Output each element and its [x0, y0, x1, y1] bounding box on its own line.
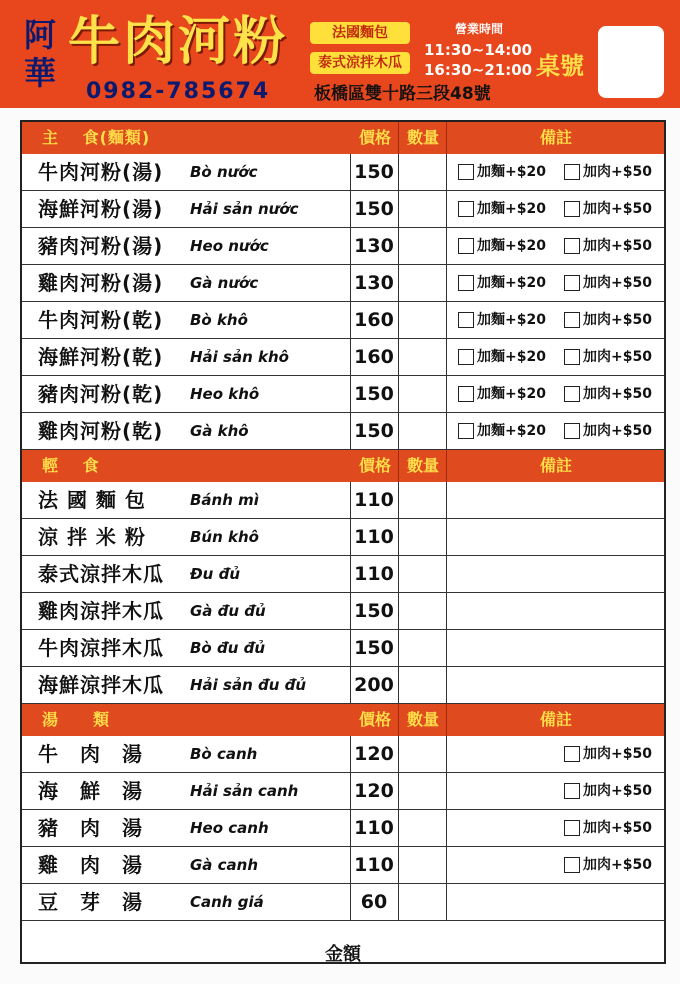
column-divider — [350, 339, 351, 375]
menu-item-row — [22, 519, 664, 556]
item-name-zh: 牛 肉 湯 — [38, 742, 143, 766]
addon-option[interactable] — [564, 346, 652, 368]
column-divider — [398, 482, 399, 518]
addon-option[interactable] — [564, 743, 652, 765]
price-column-header: 價格 — [358, 128, 391, 147]
item-name-vi: Bò nước — [190, 163, 258, 181]
quantity-cell[interactable] — [400, 154, 446, 190]
item-name-vi: Bò đu đủ — [190, 639, 266, 657]
addon-label: 加肉+$50 — [583, 238, 652, 254]
menu-item-row — [22, 228, 664, 265]
item-name-vi: Canh giá — [190, 893, 264, 911]
item-price: 130 — [354, 235, 394, 257]
section-header — [22, 704, 664, 736]
column-divider — [350, 773, 351, 809]
menu-item-row — [22, 413, 664, 450]
item-name-zh: 海鮮河粉(湯) — [38, 197, 164, 221]
addon-checkbox[interactable] — [458, 201, 474, 217]
item-name-vi: Gà khô — [190, 422, 249, 440]
column-divider — [446, 556, 447, 592]
column-divider — [350, 847, 351, 883]
item-name-zh: 豬肉河粉(湯) — [38, 234, 164, 258]
addon-checkbox[interactable] — [458, 238, 474, 254]
addon-checkbox[interactable] — [458, 275, 474, 291]
item-name-vi: Hải sản khô — [190, 348, 289, 366]
addon-checkbox[interactable] — [458, 349, 474, 365]
addon-label: 加麵+$20 — [477, 386, 546, 402]
addon-option[interactable] — [458, 346, 546, 368]
menu-item-row — [22, 376, 664, 413]
section-title: 主 食(麵類) — [42, 128, 151, 147]
column-divider — [398, 884, 399, 920]
addon-option[interactable] — [458, 235, 546, 257]
addon-label: 加麵+$20 — [477, 312, 546, 328]
column-divider — [446, 810, 447, 846]
item-name-vi: Bò canh — [190, 745, 258, 763]
column-divider — [350, 191, 351, 227]
menu-table — [20, 120, 666, 964]
menu-item-row — [22, 810, 664, 847]
addon-checkbox[interactable] — [458, 164, 474, 180]
note-column-header: 備註 — [539, 710, 572, 729]
column-divider — [350, 736, 351, 772]
addon-option[interactable] — [564, 854, 652, 876]
menu-item-row — [22, 191, 664, 228]
column-divider — [446, 593, 447, 629]
column-divider — [398, 191, 399, 227]
item-name-zh: 海 鮮 湯 — [38, 779, 143, 803]
menu-item-row — [22, 884, 664, 921]
column-divider — [398, 810, 399, 846]
item-price: 110 — [354, 817, 394, 839]
quantity-cell[interactable] — [400, 302, 446, 338]
total-amount-row[interactable]: 金額 — [325, 944, 361, 965]
quantity-cell[interactable] — [400, 339, 446, 375]
column-divider — [446, 884, 447, 920]
item-price: 110 — [354, 526, 394, 548]
item-name-zh: 牛肉涼拌木瓜 — [38, 636, 164, 660]
addon-option[interactable] — [458, 309, 546, 331]
menu-item-row — [22, 593, 664, 630]
column-divider — [446, 450, 447, 482]
column-divider — [446, 736, 447, 772]
addon-label: 加肉+$50 — [583, 201, 652, 217]
badge-french-bread: 法國麵包 — [310, 22, 410, 44]
item-name-zh: 泰式涼拌木瓜 — [38, 562, 164, 586]
quantity-cell[interactable] — [400, 667, 446, 703]
addon-checkbox[interactable] — [564, 386, 580, 402]
addon-option[interactable] — [564, 420, 652, 442]
menu-item-row — [22, 339, 664, 376]
item-name-vi: Heo canh — [190, 819, 269, 837]
quantity-cell[interactable] — [400, 413, 446, 449]
column-divider — [398, 122, 399, 154]
item-name-zh: 牛肉河粉(乾) — [38, 308, 164, 332]
addon-checkbox[interactable] — [564, 783, 580, 799]
item-name-vi: Gà canh — [190, 856, 259, 874]
table-number-box[interactable] — [598, 26, 664, 98]
item-name-vi: Heo nước — [190, 237, 269, 255]
item-price: 150 — [354, 420, 394, 442]
addon-label: 加肉+$50 — [583, 164, 652, 180]
quantity-cell[interactable] — [400, 519, 446, 555]
item-price: 150 — [354, 198, 394, 220]
column-divider — [446, 773, 447, 809]
addon-option[interactable] — [458, 198, 546, 220]
addon-label: 加麵+$20 — [477, 423, 546, 439]
note-column-header: 備註 — [539, 456, 572, 475]
column-divider — [350, 519, 351, 555]
item-price: 150 — [354, 600, 394, 622]
addon-label: 加麵+$20 — [477, 164, 546, 180]
item-price: 110 — [354, 854, 394, 876]
column-divider — [350, 376, 351, 412]
addon-option[interactable] — [564, 161, 652, 183]
item-name-vi: Bánh mì — [190, 491, 259, 509]
addon-option[interactable] — [564, 817, 652, 839]
addon-checkbox[interactable] — [564, 349, 580, 365]
column-divider — [446, 847, 447, 883]
item-name-zh: 海鮮河粉(乾) — [38, 345, 164, 369]
menu-item-row — [22, 773, 664, 810]
item-name-vi: Bún khô — [190, 528, 259, 546]
column-divider — [446, 154, 447, 190]
column-divider — [350, 228, 351, 264]
note-column-header: 備註 — [539, 128, 572, 147]
column-divider — [446, 667, 447, 703]
column-divider — [398, 228, 399, 264]
addon-option[interactable] — [458, 420, 546, 442]
address: 板橋區雙十路三段48號 — [314, 84, 491, 104]
menu-item-row — [22, 482, 664, 519]
column-divider — [350, 413, 351, 449]
addon-label: 加肉+$50 — [583, 312, 652, 328]
section-title: 湯 類 — [42, 710, 111, 729]
quantity-column-header: 數量 — [406, 128, 439, 147]
column-divider — [446, 482, 447, 518]
quantity-cell[interactable] — [400, 556, 446, 592]
item-price: 120 — [354, 780, 394, 802]
item-price: 160 — [354, 309, 394, 331]
menu-item-row — [22, 302, 664, 339]
column-divider — [398, 302, 399, 338]
addon-label: 加肉+$50 — [583, 275, 652, 291]
column-divider — [350, 810, 351, 846]
addon-option[interactable] — [564, 198, 652, 220]
item-price: 120 — [354, 743, 394, 765]
quantity-cell[interactable] — [400, 228, 446, 264]
brand-name — [20, 16, 60, 100]
item-name-zh: 豬 肉 湯 — [38, 816, 143, 840]
addon-option[interactable] — [564, 272, 652, 294]
section-title: 輕 食 — [42, 456, 100, 475]
quantity-column-header: 數量 — [406, 710, 439, 729]
addon-checkbox[interactable] — [564, 275, 580, 291]
addon-checkbox[interactable] — [564, 746, 580, 762]
column-divider — [350, 154, 351, 190]
item-name-vi: Hải sản đu đủ — [190, 676, 307, 694]
addon-label: 加肉+$50 — [583, 349, 652, 365]
column-divider — [398, 704, 399, 736]
item-name-zh: 雞肉河粉(湯) — [38, 271, 164, 295]
column-divider — [446, 265, 447, 301]
addon-checkbox[interactable] — [458, 423, 474, 439]
hours-dinner: 16:30~21:00 — [424, 61, 533, 79]
item-name-zh: 涼 拌 米 粉 — [38, 525, 146, 549]
menu-item-row — [22, 847, 664, 884]
item-name-vi: Hải sản nước — [190, 200, 299, 218]
quantity-cell[interactable] — [400, 810, 446, 846]
column-divider — [398, 376, 399, 412]
item-price: 150 — [354, 637, 394, 659]
badge-papaya-salad: 泰式涼拌木瓜 — [310, 52, 410, 74]
column-divider — [398, 339, 399, 375]
menu-item-row — [22, 154, 664, 191]
addon-label: 加肉+$50 — [583, 820, 652, 836]
column-divider — [350, 482, 351, 518]
quantity-cell[interactable] — [400, 376, 446, 412]
item-name-vi: Heo khô — [190, 385, 260, 403]
item-price: 150 — [354, 161, 394, 183]
menu-item-row — [22, 556, 664, 593]
price-column-header: 價格 — [358, 456, 391, 475]
addon-checkbox[interactable] — [564, 164, 580, 180]
quantity-cell[interactable] — [400, 884, 446, 920]
column-divider — [350, 884, 351, 920]
column-divider — [350, 593, 351, 629]
addon-checkbox[interactable] — [564, 423, 580, 439]
addon-label: 加麵+$20 — [477, 275, 546, 291]
column-divider — [398, 773, 399, 809]
column-divider — [398, 413, 399, 449]
item-price: 200 — [354, 674, 394, 696]
addon-checkbox[interactable] — [564, 820, 580, 836]
column-divider — [350, 265, 351, 301]
item-name-zh: 雞肉河粉(乾) — [38, 419, 164, 443]
item-name-zh: 牛肉河粉(湯) — [38, 160, 164, 184]
addon-option[interactable] — [564, 235, 652, 257]
column-divider — [350, 667, 351, 703]
addon-checkbox[interactable] — [564, 312, 580, 328]
item-name-zh: 海鮮涼拌木瓜 — [38, 673, 164, 697]
table-number-label: 桌號 — [536, 52, 584, 80]
column-divider — [446, 519, 447, 555]
column-divider — [446, 630, 447, 666]
hours-title: 營業時間 — [454, 22, 503, 36]
item-price: 150 — [354, 383, 394, 405]
quantity-cell[interactable] — [400, 773, 446, 809]
column-divider — [446, 122, 447, 154]
phone-number: 0982-785674 — [86, 79, 271, 104]
column-divider — [398, 556, 399, 592]
hours-lunch: 11:30~14:00 — [424, 41, 533, 59]
addon-label: 加肉+$50 — [583, 423, 652, 439]
quantity-cell[interactable] — [400, 847, 446, 883]
addon-label: 加麵+$20 — [477, 238, 546, 254]
addon-checkbox[interactable] — [564, 238, 580, 254]
quantity-cell[interactable] — [400, 482, 446, 518]
addon-checkbox[interactable] — [458, 386, 474, 402]
addon-option[interactable] — [458, 272, 546, 294]
column-divider — [398, 154, 399, 190]
menu-item-row — [22, 736, 664, 773]
column-divider — [398, 265, 399, 301]
item-price: 110 — [354, 563, 394, 585]
column-divider — [398, 630, 399, 666]
quantity-cell[interactable] — [400, 593, 446, 629]
item-name-zh: 豆 芽 湯 — [38, 890, 143, 914]
column-divider — [350, 556, 351, 592]
addon-option[interactable] — [564, 383, 652, 405]
column-divider — [398, 736, 399, 772]
item-name-vi: Gà nước — [190, 274, 259, 292]
column-divider — [398, 450, 399, 482]
brand-char-top: 阿 — [23, 16, 56, 54]
item-name-zh: 豬肉河粉(乾) — [38, 382, 164, 406]
addon-option[interactable] — [458, 383, 546, 405]
section-header — [22, 450, 664, 482]
item-name-vi: Bò khô — [190, 311, 248, 329]
quantity-cell[interactable] — [400, 265, 446, 301]
brand-char-bottom: 華 — [23, 54, 56, 92]
menu-item-row — [22, 265, 664, 302]
column-divider — [398, 847, 399, 883]
quantity-cell[interactable] — [400, 191, 446, 227]
addon-checkbox[interactable] — [564, 201, 580, 217]
addon-checkbox[interactable] — [458, 312, 474, 328]
menu-item-row — [22, 667, 664, 704]
column-divider — [446, 191, 447, 227]
section-header — [22, 122, 664, 154]
column-divider — [446, 704, 447, 736]
addon-label: 加麵+$20 — [477, 201, 546, 217]
price-column-header: 價格 — [358, 710, 391, 729]
shop-name: 牛肉河粉 — [68, 12, 289, 72]
quantity-cell[interactable] — [400, 630, 446, 666]
column-divider — [446, 376, 447, 412]
item-price: 60 — [360, 891, 388, 913]
item-name-vi: Gà đu đủ — [190, 602, 266, 620]
column-divider — [350, 630, 351, 666]
item-name-zh: 雞肉涼拌木瓜 — [38, 599, 164, 623]
item-name-zh: 法 國 麵 包 — [38, 488, 146, 512]
column-divider — [398, 667, 399, 703]
column-divider — [398, 593, 399, 629]
item-name-vi: Đu đủ — [190, 565, 240, 583]
item-price: 160 — [354, 346, 394, 368]
menu-item-row — [22, 630, 664, 667]
quantity-column-header: 數量 — [406, 456, 439, 475]
addon-label: 加肉+$50 — [583, 746, 652, 762]
column-divider — [446, 302, 447, 338]
column-divider — [398, 519, 399, 555]
addon-label: 加麵+$20 — [477, 349, 546, 365]
column-divider — [446, 339, 447, 375]
addon-checkbox[interactable] — [564, 857, 580, 873]
addon-option[interactable] — [458, 161, 546, 183]
item-name-vi: Hải sản canh — [190, 782, 299, 800]
addon-option[interactable] — [564, 309, 652, 331]
column-divider — [446, 228, 447, 264]
quantity-cell[interactable] — [400, 736, 446, 772]
addon-label: 加肉+$50 — [583, 857, 652, 873]
addon-option[interactable] — [564, 780, 652, 802]
column-divider — [446, 413, 447, 449]
menu-header — [0, 0, 680, 108]
column-divider — [350, 302, 351, 338]
item-name-zh: 雞 肉 湯 — [38, 853, 143, 877]
addon-label: 加肉+$50 — [583, 783, 652, 799]
addon-label: 加肉+$50 — [583, 386, 652, 402]
item-price: 130 — [354, 272, 394, 294]
item-price: 110 — [354, 489, 394, 511]
